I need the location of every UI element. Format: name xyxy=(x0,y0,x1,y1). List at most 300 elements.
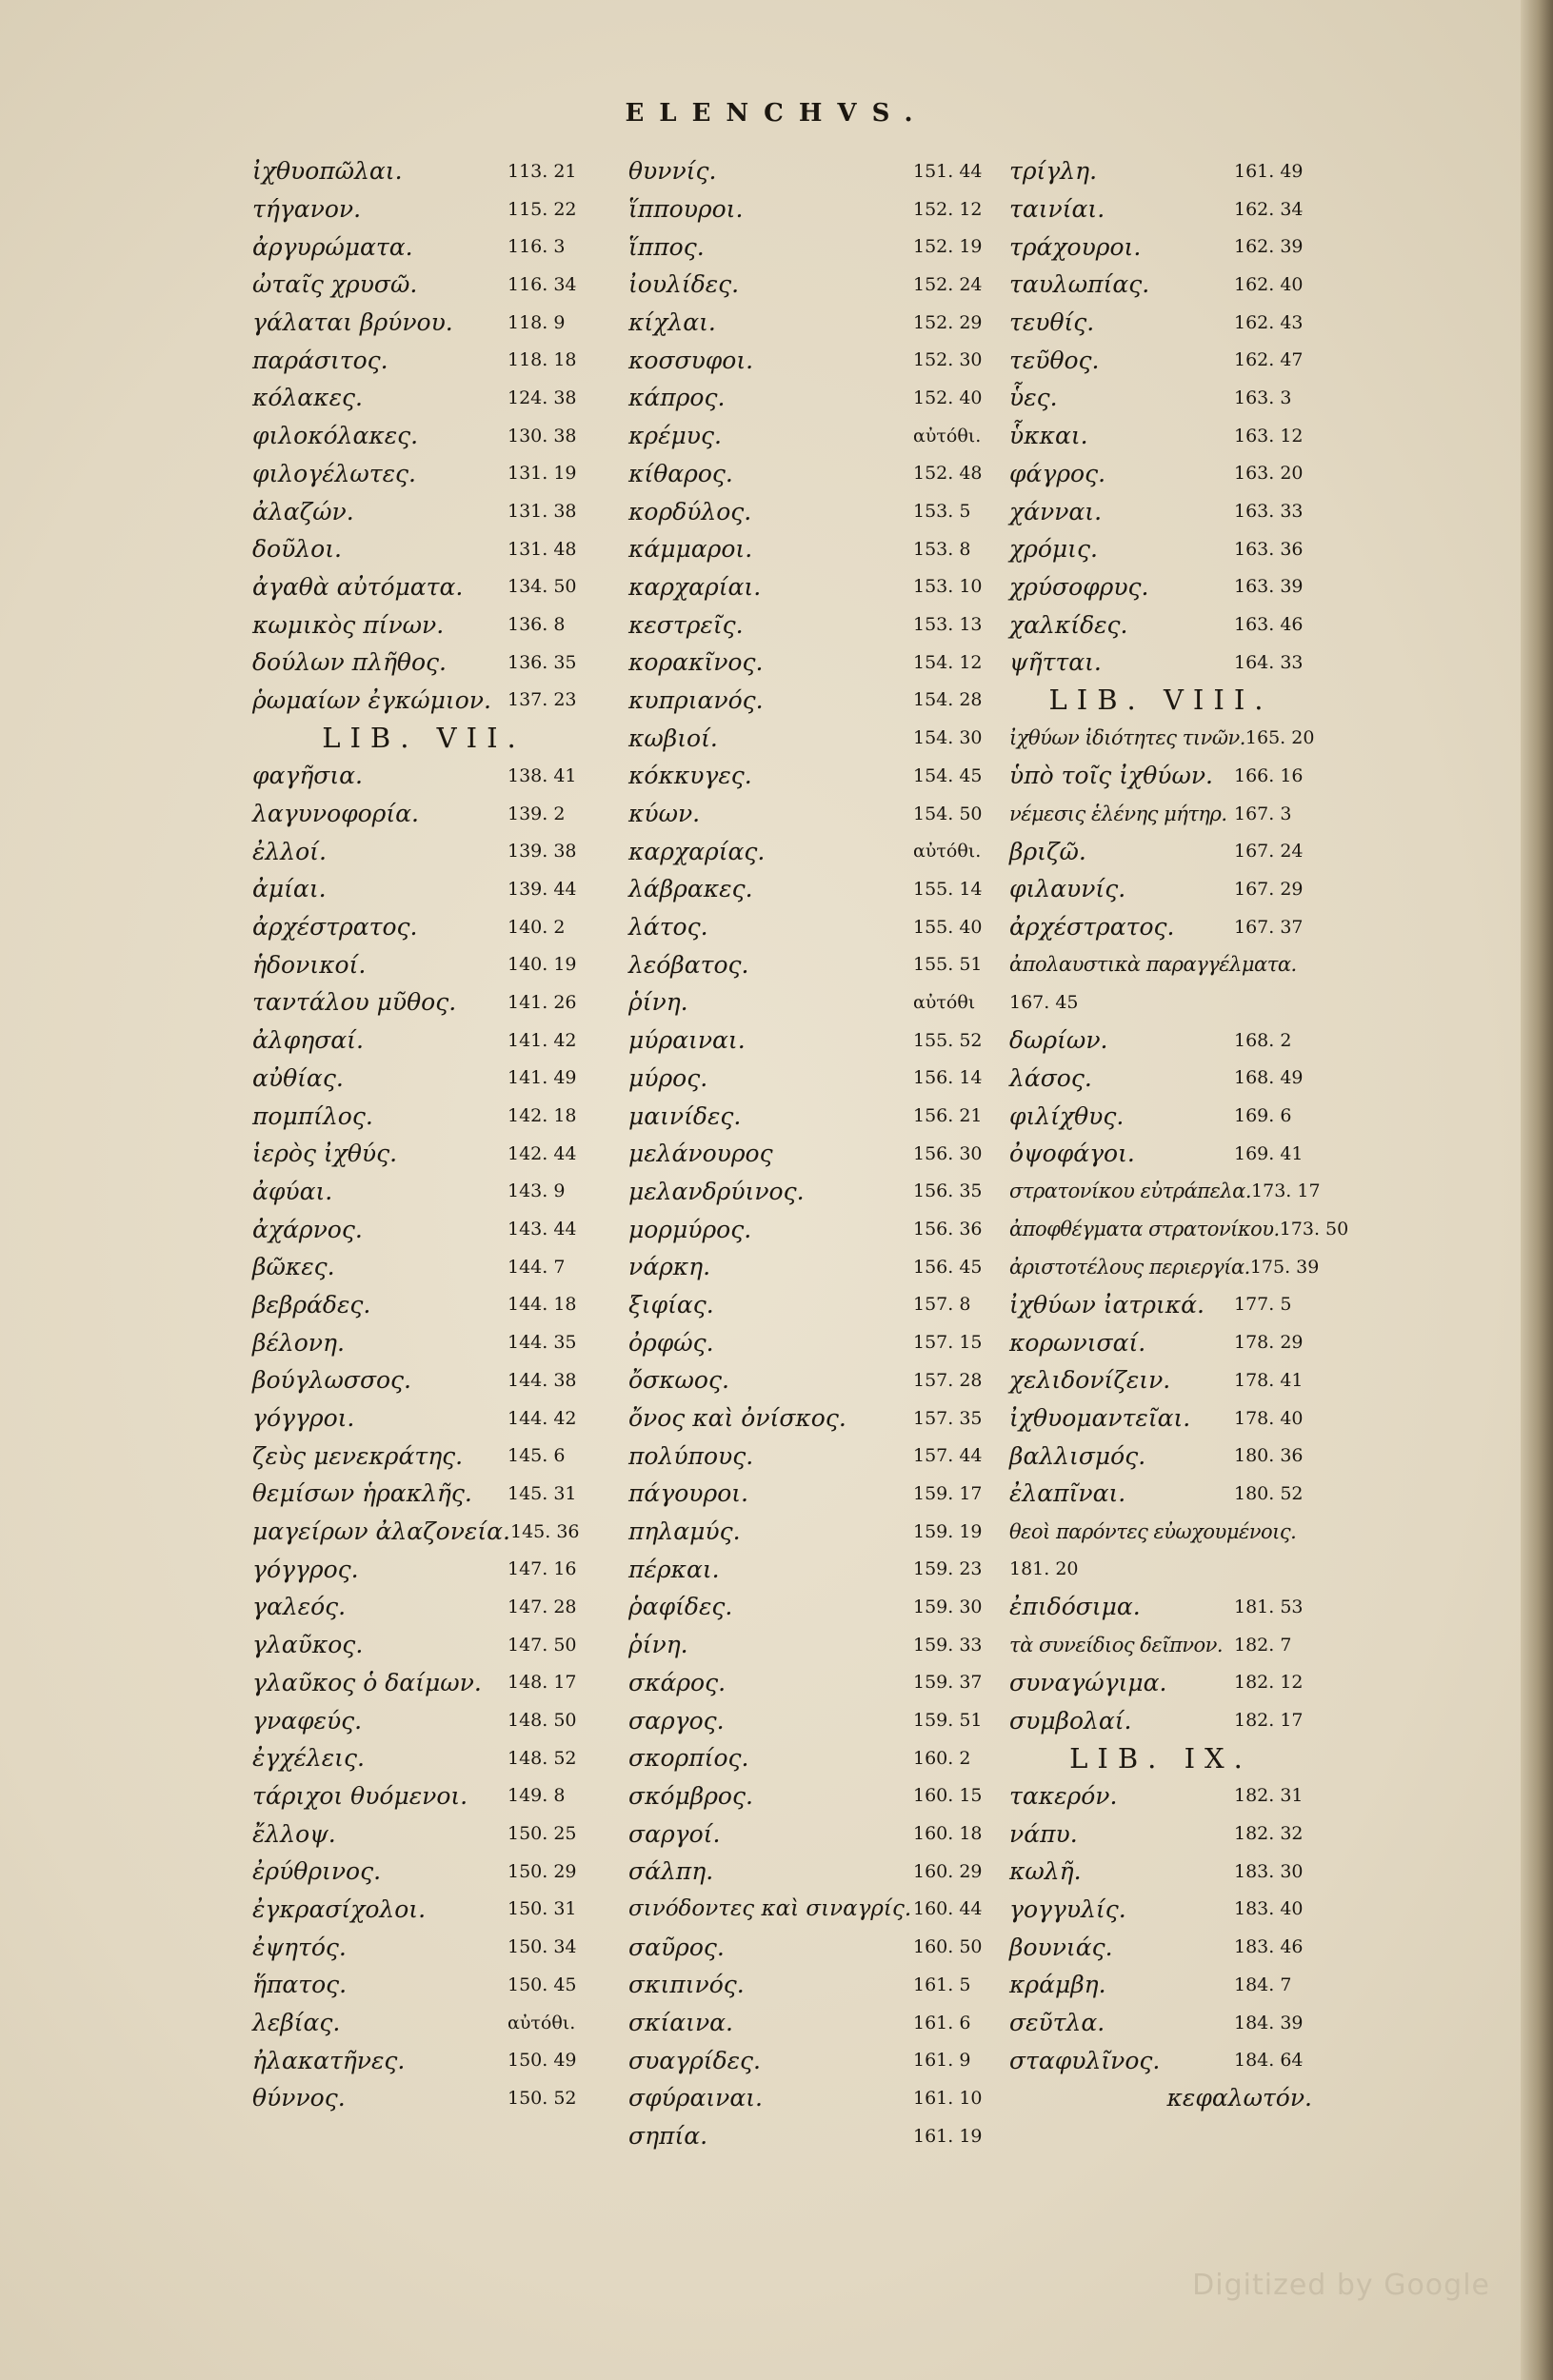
entry-term: ἀχάρνος. xyxy=(252,1215,363,1243)
index-entry xyxy=(628,530,995,568)
entry-reference: 163. 33 xyxy=(1234,501,1304,523)
entry-reference: 178. 29 xyxy=(1234,1332,1304,1354)
entry-term: κωβιοί. xyxy=(628,724,718,752)
entry-term: θεμίσων ἡρακλῆς. xyxy=(252,1479,472,1508)
index-entry xyxy=(1009,644,1312,682)
entry-term: λάτος. xyxy=(628,913,708,942)
entry-reference: 167. 37 xyxy=(1234,916,1304,938)
index-entry xyxy=(628,870,995,908)
index-entry xyxy=(252,1323,595,1361)
entry-reference: 163. 46 xyxy=(1234,614,1304,636)
index-entry xyxy=(252,455,595,493)
entry-reference: 131. 19 xyxy=(508,463,577,485)
entry-term: πολύπους. xyxy=(628,1441,754,1470)
index-entry xyxy=(252,266,595,304)
entry-reference: 144. 18 xyxy=(508,1294,577,1316)
entry-reference: 113. 21 xyxy=(508,160,577,182)
entry-reference: 145. 6 xyxy=(508,1445,566,1467)
index-entry xyxy=(628,1550,995,1588)
index-entry xyxy=(628,1135,995,1173)
entry-reference: 181. 53 xyxy=(1234,1596,1304,1617)
entry-term: χάνναι. xyxy=(1009,497,1103,526)
entry-reference: 184. 39 xyxy=(1234,2012,1304,2033)
entry-term: βεβράδες. xyxy=(252,1290,371,1319)
entry-reference: 154. 45 xyxy=(913,764,983,786)
entry-term: τευθίς. xyxy=(1009,308,1095,337)
entry-term: ἀλφησαί. xyxy=(252,1026,364,1055)
index-entry xyxy=(252,1815,595,1853)
entry-reference: 155. 51 xyxy=(913,954,983,976)
index-entry xyxy=(628,644,995,682)
index-entry xyxy=(252,682,595,720)
book-heading xyxy=(252,719,595,757)
entry-term: φιλογέλωτες. xyxy=(252,459,416,487)
entry-term: μελανδρύινος. xyxy=(628,1177,805,1205)
entry-reference: 152. 40 xyxy=(913,387,983,408)
index-entry xyxy=(252,530,595,568)
index-entry xyxy=(1009,1437,1312,1475)
entry-term: συμβολαί. xyxy=(1009,1706,1132,1735)
entry-reference: 152. 24 xyxy=(913,273,983,295)
entry-term: μαγείρων ἀλαζονεία. xyxy=(252,1517,510,1546)
entry-term: ἰχθύων ἰατρικά. xyxy=(1009,1290,1205,1319)
entry-reference: 140. 2 xyxy=(508,916,566,938)
entry-term: τεῦθος. xyxy=(1009,346,1100,374)
entry-reference: 160. 18 xyxy=(913,1823,983,1845)
book-heading-label: LIB. IX. xyxy=(1069,1741,1252,1775)
index-entry xyxy=(628,228,995,266)
entry-reference: 141. 26 xyxy=(508,991,577,1013)
entry-reference: 142. 18 xyxy=(508,1105,577,1127)
entry-reference: 147. 28 xyxy=(508,1596,577,1617)
entry-reference: 131. 38 xyxy=(508,501,577,523)
entry-reference: 162. 43 xyxy=(1234,311,1304,333)
entry-reference: 139. 38 xyxy=(508,841,577,863)
entry-term: γλαῦκος ὁ δαίμων. xyxy=(252,1668,482,1696)
entry-term: κεστρεῖς. xyxy=(628,610,744,639)
index-entry xyxy=(252,1475,595,1513)
index-entry xyxy=(1009,1286,1312,1324)
index-entry xyxy=(1009,417,1312,455)
index-entry xyxy=(252,832,595,870)
entry-term: ῥαφίδες. xyxy=(628,1593,733,1621)
index-entry xyxy=(628,266,995,304)
entry-reference: 181. 20 xyxy=(1009,1558,1079,1580)
index-entry xyxy=(628,682,995,720)
entry-reference: 160. 29 xyxy=(913,1860,983,1882)
entry-reference: 169. 41 xyxy=(1234,1142,1304,1164)
entry-term: ἀριστοτέλους περιεργία. xyxy=(1009,1255,1250,1279)
entry-reference: 142. 44 xyxy=(508,1142,577,1164)
entry-term: φιλίχθυς. xyxy=(1009,1101,1125,1130)
entry-term: ταυλωπίας. xyxy=(1009,270,1150,299)
entry-term: τήγανον. xyxy=(252,195,362,224)
entry-reference: 156. 14 xyxy=(913,1067,983,1089)
entry-term: γλαῦκος. xyxy=(252,1631,364,1659)
index-entry xyxy=(628,1928,995,1966)
entry-reference: 157. 28 xyxy=(913,1369,983,1391)
entry-reference: 182. 17 xyxy=(1234,1710,1304,1732)
index-entry xyxy=(252,152,595,190)
index-entry xyxy=(1009,945,1312,983)
entry-reference: 154. 50 xyxy=(913,803,983,824)
index-entry xyxy=(1009,1777,1312,1815)
entry-term: πηλαμύς. xyxy=(628,1517,741,1546)
index-entry xyxy=(628,1626,995,1664)
entry-reference: 134. 50 xyxy=(508,576,577,598)
index-entry xyxy=(252,2041,595,2079)
entry-reference: 157. 8 xyxy=(913,1294,971,1316)
entry-reference: 162. 39 xyxy=(1234,236,1304,258)
entry-reference: 150. 52 xyxy=(508,2087,577,2109)
entry-term: κορδύλος. xyxy=(628,497,752,526)
index-entry xyxy=(252,1853,595,1891)
index-entry xyxy=(1009,341,1312,379)
index-entry xyxy=(628,152,995,190)
entry-reference: 149. 8 xyxy=(508,1785,566,1807)
entry-reference: 175. 39 xyxy=(1249,1256,1320,1278)
index-entry xyxy=(1009,1060,1312,1098)
index-entry xyxy=(1009,228,1312,266)
entry-term: ὀρφώς. xyxy=(628,1328,714,1357)
index-entry xyxy=(252,1437,595,1475)
index-entry xyxy=(1009,1513,1312,1551)
entry-term: ἰουλίδες. xyxy=(628,270,740,299)
entry-term: χαλκίδες. xyxy=(1009,610,1128,639)
entry-term: ἔλλοψ. xyxy=(252,1819,336,1848)
index-entry xyxy=(1009,1928,1312,1966)
index-entry xyxy=(1009,266,1312,304)
entry-reference: 150. 25 xyxy=(508,1823,577,1845)
index-entry xyxy=(628,795,995,833)
entry-reference: 148. 52 xyxy=(508,1747,577,1769)
index-entry xyxy=(252,492,595,530)
entry-reference: 169. 6 xyxy=(1234,1105,1292,1127)
index-entry xyxy=(628,1475,995,1513)
entry-reference: 163. 36 xyxy=(1234,538,1304,560)
entry-term: φιλαυνίς. xyxy=(1009,875,1126,903)
entry-reference: 150. 34 xyxy=(508,1936,577,1958)
entry-term: θεοὶ παρόντες εὐωχουμένοις. xyxy=(1009,1519,1297,1543)
entry-term: ἐψητός. xyxy=(252,1933,347,1961)
entry-reference: 156. 35 xyxy=(913,1180,983,1202)
entry-reference: 159. 37 xyxy=(913,1672,983,1694)
entry-reference: 182. 31 xyxy=(1234,1785,1304,1807)
entry-reference: 167. 45 xyxy=(1009,991,1079,1013)
entry-reference: 131. 48 xyxy=(508,538,577,560)
entry-reference: 165. 20 xyxy=(1244,727,1315,749)
entry-reference: 154. 12 xyxy=(913,651,983,673)
index-column-1 xyxy=(252,152,595,2117)
index-entry xyxy=(628,832,995,870)
entry-reference: 152. 19 xyxy=(913,236,983,258)
entry-term: τακερόν. xyxy=(1009,1781,1118,1810)
entry-reference: 152. 29 xyxy=(913,311,983,333)
index-entry xyxy=(628,719,995,757)
entry-reference: 148. 50 xyxy=(508,1710,577,1732)
entry-term: θυννίς. xyxy=(628,157,717,186)
index-entry xyxy=(1009,190,1312,228)
entry-term: σκάρος. xyxy=(628,1668,727,1696)
index-entry xyxy=(252,1777,595,1815)
entry-term: χελιδονίζειν. xyxy=(1009,1366,1171,1395)
book-heading xyxy=(1009,1739,1312,1777)
entry-term: ἀπολαυστικὰ παραγγέλματα. xyxy=(1009,953,1297,977)
entry-term: σφύραιναι. xyxy=(628,2084,763,2112)
entry-term: σκορπίος. xyxy=(628,1744,749,1773)
entry-reference: 182. 32 xyxy=(1234,1823,1304,1845)
index-entry xyxy=(1009,492,1312,530)
entry-term: σινόδοντες καὶ σιναγρίς. xyxy=(628,1896,912,1922)
entry-term: κρέμυς. xyxy=(628,422,722,450)
entry-reference: 157. 35 xyxy=(913,1407,983,1429)
index-entry xyxy=(252,304,595,342)
index-entry xyxy=(1009,1815,1312,1853)
entry-reference: 156. 45 xyxy=(913,1256,983,1278)
entry-term: μύρος. xyxy=(628,1063,708,1092)
entry-reference: 151. 44 xyxy=(913,160,983,182)
entry-term: τάριχοι θυόμενοι. xyxy=(252,1781,468,1810)
index-entry xyxy=(252,1664,595,1702)
entry-reference: 144. 35 xyxy=(508,1332,577,1354)
entry-reference: 162. 34 xyxy=(1234,198,1304,220)
index-entry xyxy=(252,2004,595,2042)
entry-term: μαινίδες. xyxy=(628,1101,742,1130)
index-entry xyxy=(1009,1664,1312,1702)
index-entry xyxy=(628,1815,995,1853)
entry-term: φιλοκόλακες. xyxy=(252,422,419,450)
entry-reference: 154. 30 xyxy=(913,727,983,749)
index-entry xyxy=(1009,1701,1312,1739)
entry-term: ἐλλοί. xyxy=(252,837,327,865)
index-entry xyxy=(628,1323,995,1361)
book-heading xyxy=(1009,682,1312,720)
entry-term: τρίγλη. xyxy=(1009,157,1098,186)
index-entry xyxy=(1009,1361,1312,1399)
index-entry xyxy=(628,1777,995,1815)
index-entry xyxy=(1009,719,1315,757)
entry-term: ἐλαπῖναι. xyxy=(1009,1479,1126,1508)
entry-reference: 150. 45 xyxy=(508,1973,577,1995)
catchword-text: κεφαλωτόν. xyxy=(1166,2084,1312,2112)
entry-reference: 115. 22 xyxy=(508,198,577,220)
index-entry xyxy=(628,1021,995,1060)
entry-reference: 145. 36 xyxy=(509,1520,580,1542)
entry-term: μελάνουρος xyxy=(628,1140,773,1168)
index-entry xyxy=(1009,1399,1312,1438)
entry-reference: 148. 17 xyxy=(508,1672,577,1694)
entry-term: κορωνισαί. xyxy=(1009,1328,1146,1357)
index-entry xyxy=(628,341,995,379)
entry-reference: 159. 30 xyxy=(913,1596,983,1617)
entry-term: βούγλωσσος. xyxy=(252,1366,412,1395)
index-entry xyxy=(628,2004,995,2042)
entry-reference: 164. 33 xyxy=(1234,651,1304,673)
index-entry xyxy=(1009,832,1312,870)
entry-term: γναφεύς. xyxy=(252,1706,363,1735)
entry-term: γαλεός. xyxy=(252,1593,347,1621)
index-entry xyxy=(628,492,995,530)
index-entry xyxy=(252,1928,595,1966)
entry-reference: 159. 51 xyxy=(913,1710,983,1732)
entry-reference: 116. 3 xyxy=(508,236,566,258)
entry-reference: αὐτόθι. xyxy=(913,841,982,863)
index-entry xyxy=(252,2079,595,2117)
entry-term: παράσιτος. xyxy=(252,346,388,374)
entry-term: σάλπη. xyxy=(628,1857,714,1886)
index-entry xyxy=(1009,1475,1312,1513)
entry-reference: 137. 23 xyxy=(508,689,577,711)
index-entry xyxy=(252,983,595,1021)
index-entry xyxy=(628,2041,995,2079)
entry-term: λεόβατος. xyxy=(628,950,749,979)
entry-reference: 124. 38 xyxy=(508,387,577,408)
book-heading-label: LIB. VII. xyxy=(322,722,526,755)
entry-term: κράμβη. xyxy=(1009,1971,1106,1999)
index-entry xyxy=(1009,1021,1312,1060)
entry-term: πέρκαι. xyxy=(628,1555,720,1583)
index-entry xyxy=(628,1097,995,1135)
entry-reference: αὐτόθι. xyxy=(508,2012,576,2033)
entry-reference: 157. 44 xyxy=(913,1445,983,1467)
entry-reference: 163. 20 xyxy=(1234,463,1304,485)
entry-reference: 147. 16 xyxy=(508,1558,577,1580)
entry-term: χρύσοφρυς. xyxy=(1009,572,1149,601)
entry-term: ἵππουροι. xyxy=(628,195,744,224)
entry-reference: 177. 5 xyxy=(1234,1294,1292,1316)
entry-term: ὄνος καὶ ὀνίσκος. xyxy=(628,1404,846,1433)
index-entry xyxy=(1009,1323,1312,1361)
index-entry xyxy=(1009,152,1312,190)
entry-term: ῥωμαίων ἐγκώμιον. xyxy=(252,685,491,714)
index-entry xyxy=(252,1701,595,1739)
index-entry xyxy=(252,1550,595,1588)
entry-term: σαργος. xyxy=(628,1706,725,1735)
entry-reference: 159. 17 xyxy=(913,1482,983,1504)
entry-reference: 144. 38 xyxy=(508,1369,577,1391)
entry-term: ῥίνη. xyxy=(628,1631,688,1659)
entry-reference: 116. 34 xyxy=(508,273,577,295)
entry-reference: 157. 15 xyxy=(913,1332,983,1354)
index-entry xyxy=(1009,379,1312,417)
entry-reference: 156. 21 xyxy=(913,1105,983,1127)
index-entry xyxy=(1009,605,1312,644)
entry-term: ἵππος. xyxy=(628,232,705,261)
entry-reference: αὐτόθι. xyxy=(913,425,982,446)
entry-term: ἥπατος. xyxy=(252,1971,348,1999)
index-entry xyxy=(628,455,995,493)
entry-reference: 178. 40 xyxy=(1234,1407,1304,1429)
entry-reference: 150. 49 xyxy=(508,2050,577,2072)
index-entry xyxy=(252,1173,595,1211)
entry-reference: 130. 38 xyxy=(508,425,577,446)
index-entry xyxy=(1009,1588,1312,1626)
index-entry xyxy=(1009,1626,1312,1664)
page-header: ELENCHVS. xyxy=(625,99,928,128)
entry-term: ἀγαθὰ αὐτόματα. xyxy=(252,572,464,601)
entry-term: ἐγχέλεις. xyxy=(252,1744,365,1773)
entry-reference: αὐτόθι xyxy=(913,991,976,1013)
entry-term: ἰχθυομαντεῖαι. xyxy=(1009,1404,1191,1433)
entry-reference: 162. 40 xyxy=(1234,273,1304,295)
entry-term: βέλονη. xyxy=(252,1328,345,1357)
entry-reference: 153. 5 xyxy=(913,501,971,523)
entry-term: ψῆτται. xyxy=(1009,648,1102,677)
index-entry xyxy=(628,1361,995,1399)
entry-reference: 163. 3 xyxy=(1234,387,1292,408)
entry-reference: 139. 44 xyxy=(508,878,577,900)
entry-reference: 162. 47 xyxy=(1234,349,1304,371)
entry-reference: 161. 6 xyxy=(913,2012,971,2033)
index-entry xyxy=(1009,455,1312,493)
entry-term: συναγώγιμα. xyxy=(1009,1668,1167,1696)
entry-term: κορακῖνος. xyxy=(628,648,764,677)
entry-term: ὄσκωος. xyxy=(628,1366,729,1395)
index-entry xyxy=(628,379,995,417)
entry-term: στρατονίκου εὐτράπελα. xyxy=(1009,1180,1252,1203)
entry-term: ἡδονικοί. xyxy=(252,950,367,979)
entry-reference: 180. 52 xyxy=(1234,1482,1304,1504)
entry-term: σκίαινα. xyxy=(628,2009,733,2037)
entry-reference: 143. 44 xyxy=(508,1219,577,1240)
index-entry xyxy=(1009,304,1312,342)
index-entry xyxy=(628,1513,995,1551)
entry-reference: 168. 2 xyxy=(1234,1029,1292,1051)
entry-term: ἀρχέστρατος. xyxy=(1009,913,1175,942)
index-entry xyxy=(252,908,595,946)
index-column-2 xyxy=(628,152,995,2154)
entry-reference: 152. 30 xyxy=(913,349,983,371)
entry-reference: 167. 29 xyxy=(1234,878,1304,900)
index-entry xyxy=(628,1286,995,1324)
entry-reference: 136. 35 xyxy=(508,651,577,673)
entry-term: κίθαρος. xyxy=(628,459,733,487)
entry-reference: 118. 18 xyxy=(508,349,577,371)
entry-term: θύννος. xyxy=(252,2084,346,2112)
index-entry xyxy=(1009,568,1312,606)
index-entry xyxy=(628,757,995,795)
index-entry xyxy=(628,1588,995,1626)
entry-term: κάπρος. xyxy=(628,384,726,412)
entry-term: μορμύρος. xyxy=(628,1215,752,1243)
entry-term: νάρκη. xyxy=(628,1253,711,1281)
index-entry xyxy=(1009,757,1312,795)
index-entry xyxy=(252,1021,595,1060)
entry-term: κύων. xyxy=(628,800,701,828)
entry-term: ἀρχέστρατος. xyxy=(252,913,418,942)
entry-term: ὠταῖς χρυσῶ. xyxy=(252,270,418,299)
index-entry xyxy=(628,1701,995,1739)
entry-reference: 140. 19 xyxy=(508,954,577,976)
entry-reference: 159. 33 xyxy=(913,1634,983,1656)
entry-term: δοῦλοι. xyxy=(252,535,342,564)
entry-reference: 160. 2 xyxy=(913,1747,971,1769)
index-entry xyxy=(628,2079,995,2117)
index-entry xyxy=(252,1513,595,1551)
entry-term: ἠλακατῆνες. xyxy=(252,2046,406,2074)
entry-term: σκόμβρος. xyxy=(628,1781,753,1810)
index-entry xyxy=(252,1361,595,1399)
index-entry xyxy=(252,605,595,644)
entry-term: χρόμις. xyxy=(1009,535,1098,564)
entry-reference: 161. 9 xyxy=(913,2050,971,2072)
index-entry xyxy=(252,644,595,682)
index-entry xyxy=(252,1210,595,1248)
entry-term: ἀφύαι. xyxy=(252,1177,333,1205)
entry-term: ἀλαζών. xyxy=(252,497,354,526)
index-entry xyxy=(628,417,995,455)
entry-term: ὗκκαι. xyxy=(1009,422,1088,450)
